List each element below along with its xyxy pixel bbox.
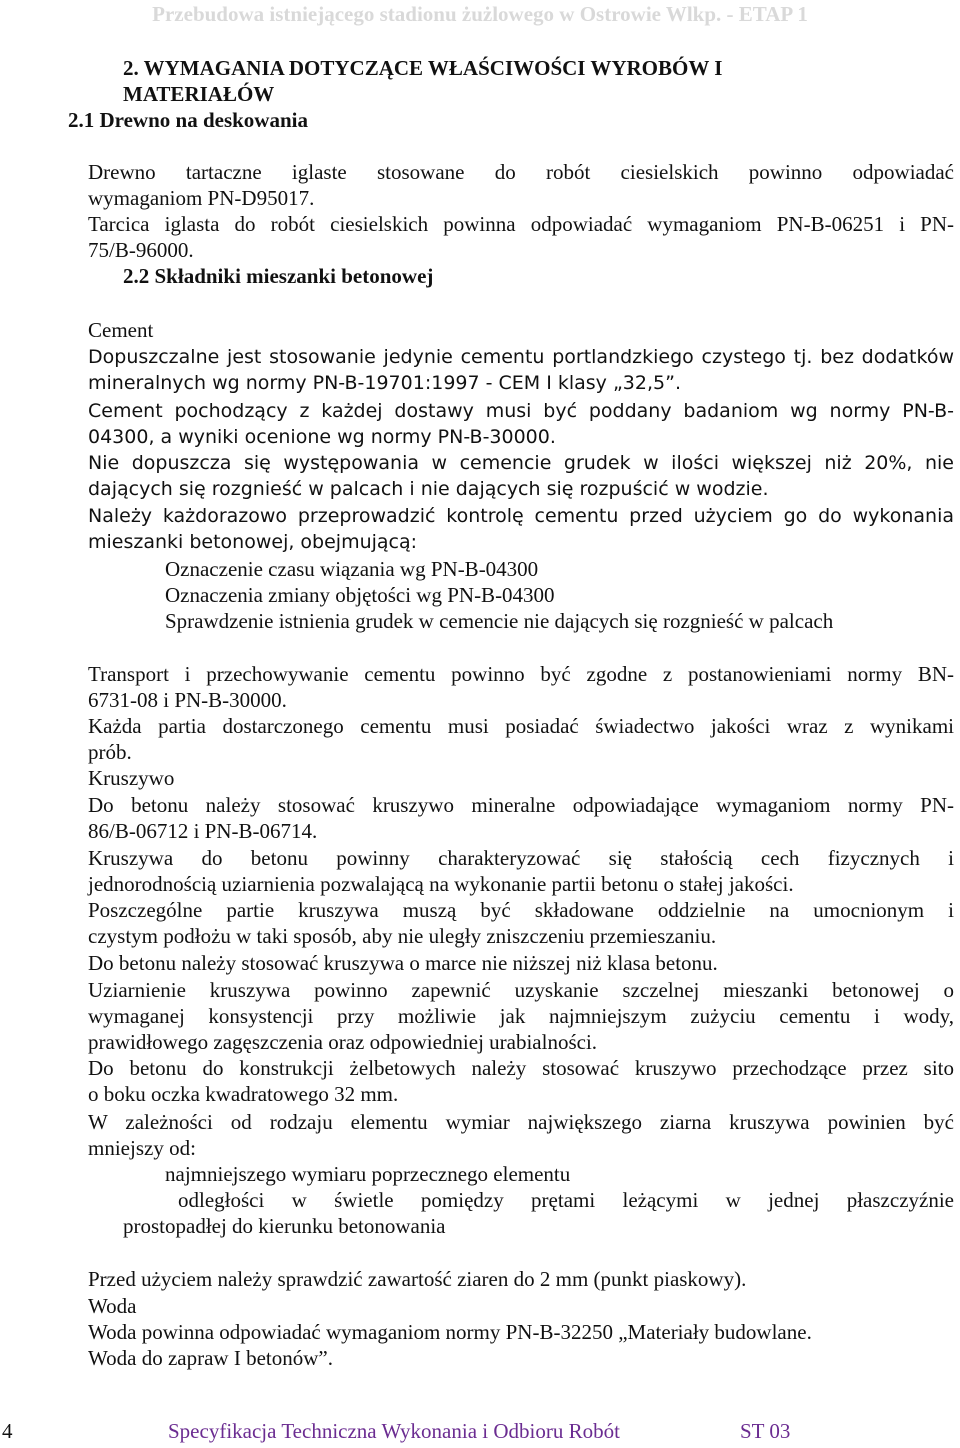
certificate-l2: prób.	[88, 740, 132, 764]
transport-l1: Transport i przechowywanie cementu powinno być zgodne z postanowieniami normy BN-	[88, 662, 954, 686]
subsection-heading-drewno: 2.1 Drewno na deskowania	[68, 108, 308, 132]
footer-code: ST 03	[740, 1419, 791, 1443]
list-item: najmniejszego wymiaru poprzecznego elementu	[165, 1162, 571, 1186]
list-item-l1: odległości w świetle pomiędzy prętami leżącymi w jednej płaszczyźnie	[178, 1188, 954, 1212]
section-heading-line1: 2. WYMAGANIA DOTYCZĄCE WŁAŚCIWOŚCI WYROBÓW I	[123, 56, 723, 80]
kruszywo-p8: Przed użyciem należy sprawdzić zawartość ziaren do 2 mm (punkt piaskowy).	[88, 1267, 747, 1291]
cement-p4-l2: mieszanki betonowej, obejmującą:	[88, 531, 418, 553]
cement-p3-l2: dających się rozgnieść w palcach i nie dających się rozpuścić w wodzie.	[88, 478, 769, 500]
page-number: 4	[2, 1419, 13, 1443]
woda-p1-l2: Woda do zapraw I betonów”.	[88, 1346, 333, 1370]
kruszywo-p2-l2: jednorodnością uziarnienia pozwalającą na wykonanie partii betonu o stałej jakości.	[88, 872, 794, 896]
kruszywo-p1-l2: 86/B-06712 i PN-B-06714.	[88, 819, 318, 843]
check-item: Oznaczenia zmiany objętości wg PN-B-04300	[165, 583, 555, 607]
cement-p4-l1: Należy każdorazowo przeprowadzić kontrolę cementu przed użyciem go do wykonania	[88, 505, 954, 527]
paragraph-tarcica-l1: Tarcica iglasta do robót ciesielskich powinna odpowiadać wymaganiom PN-B-06251 i PN-	[88, 212, 954, 236]
page-header: Przebudowa istniejącego stadionu żużlowego w Ostrowie Wlkp. - ETAP 1	[152, 2, 808, 26]
kruszywo-p7-l1: W zależności od rodzaju elementu wymiar największego ziarna kruszywa powinien być	[88, 1110, 954, 1134]
kruszywo-p5-l3: prawidłowego zagęszczenia oraz odpowiedniej urabialności.	[88, 1030, 598, 1054]
footer-title: Specyfikacja Techniczna Wykonania i Odbioru Robót	[168, 1419, 620, 1443]
kruszywo-p5-l1: Uziarnienie kruszywa powinno zapewnić uzyskanie szczelnej mieszanki betonowej o	[88, 978, 954, 1002]
kruszywo-p3-l2: czystym podłożu w taki sposób, aby nie uległy zniszczeniu przemieszaniu.	[88, 924, 717, 948]
kruszywo-p3-l1: Poszczególne partie kruszywa muszą być składowane oddzielnie na umocnionym i	[88, 898, 954, 922]
cement-p3-l1: Nie dopuszcza się występowania w cemencie grudek w ilości większej niż 20%, nie	[88, 452, 954, 474]
kruszywo-p7-l2: mniejszy od:	[88, 1136, 196, 1160]
woda-p1-l1: Woda powinna odpowiadać wymaganiom normy PN-B-32250 „Materiały budowlane.	[88, 1320, 812, 1344]
kruszywo-p1-l1: Do betonu należy stosować kruszywo mineralne odpowiadające wymaganiom normy PN-	[88, 793, 954, 817]
woda-title: Woda	[88, 1294, 137, 1318]
check-item: Sprawdzenie istnienia grudek w cemencie nie dających się rozgnieść w palcach	[165, 609, 834, 633]
cement-p2-l1: Cement pochodzący z każdej dostawy musi być poddany badaniom wg normy PN-B-	[88, 400, 954, 422]
cement-p2-l2: 04300, a wyniki ocenione wg normy PN-B-30000.	[88, 426, 556, 448]
cement-p1-l2: mineralnych wg normy PN-B-19701:1997 - CEM I klasy „32,5”.	[88, 372, 681, 394]
cement-p1-l1: Dopuszczalne jest stosowanie jedynie cementu portlandzkiego czystego tj. bez dodatków	[88, 346, 954, 368]
section-heading-line2: MATERIAŁÓW	[123, 82, 275, 106]
kruszywo-p6-l2: o boku oczka kwadratowego 32 mm.	[88, 1082, 399, 1106]
kruszywo-p5-l2: wymaganej konsystencji przy możliwie jak najmniejszym zużyciu cementu i wody,	[88, 1004, 954, 1028]
kruszywo-p4: Do betonu należy stosować kruszywa o marce nie niższej niż klasa betonu.	[88, 951, 718, 975]
check-item: Oznaczenie czasu wiązania wg PN-B-04300	[165, 557, 539, 581]
subsection-heading-skladniki: 2.2 Składniki mieszanki betonowej	[123, 264, 434, 288]
certificate-l1: Każda partia dostarczonego cementu musi posiadać świadectwo jakości wraz z wynikami	[88, 714, 954, 738]
list-item-l2: prostopadłej do kierunku betonowania	[123, 1214, 446, 1238]
paragraph-tarcica-l2: 75/B-96000.	[88, 238, 194, 262]
cement-title: Cement	[88, 318, 154, 342]
kruszywo-p6-l1: Do betonu do konstrukcji żelbetowych należy stosować kruszywo przechodzące przez sito	[88, 1056, 954, 1080]
kruszywo-title: Kruszywo	[88, 766, 175, 790]
paragraph-drewno-l1: Drewno tartaczne iglaste stosowane do robót ciesielskich powinno odpowiadać	[88, 160, 954, 184]
paragraph-drewno-l2: wymaganiom PN-D95017.	[88, 186, 315, 210]
kruszywo-p2-l1: Kruszywa do betonu powinny charakteryzować się stałością cech fizycznych i	[88, 846, 954, 870]
transport-l2: 6731-08 i PN-B-30000.	[88, 688, 287, 712]
